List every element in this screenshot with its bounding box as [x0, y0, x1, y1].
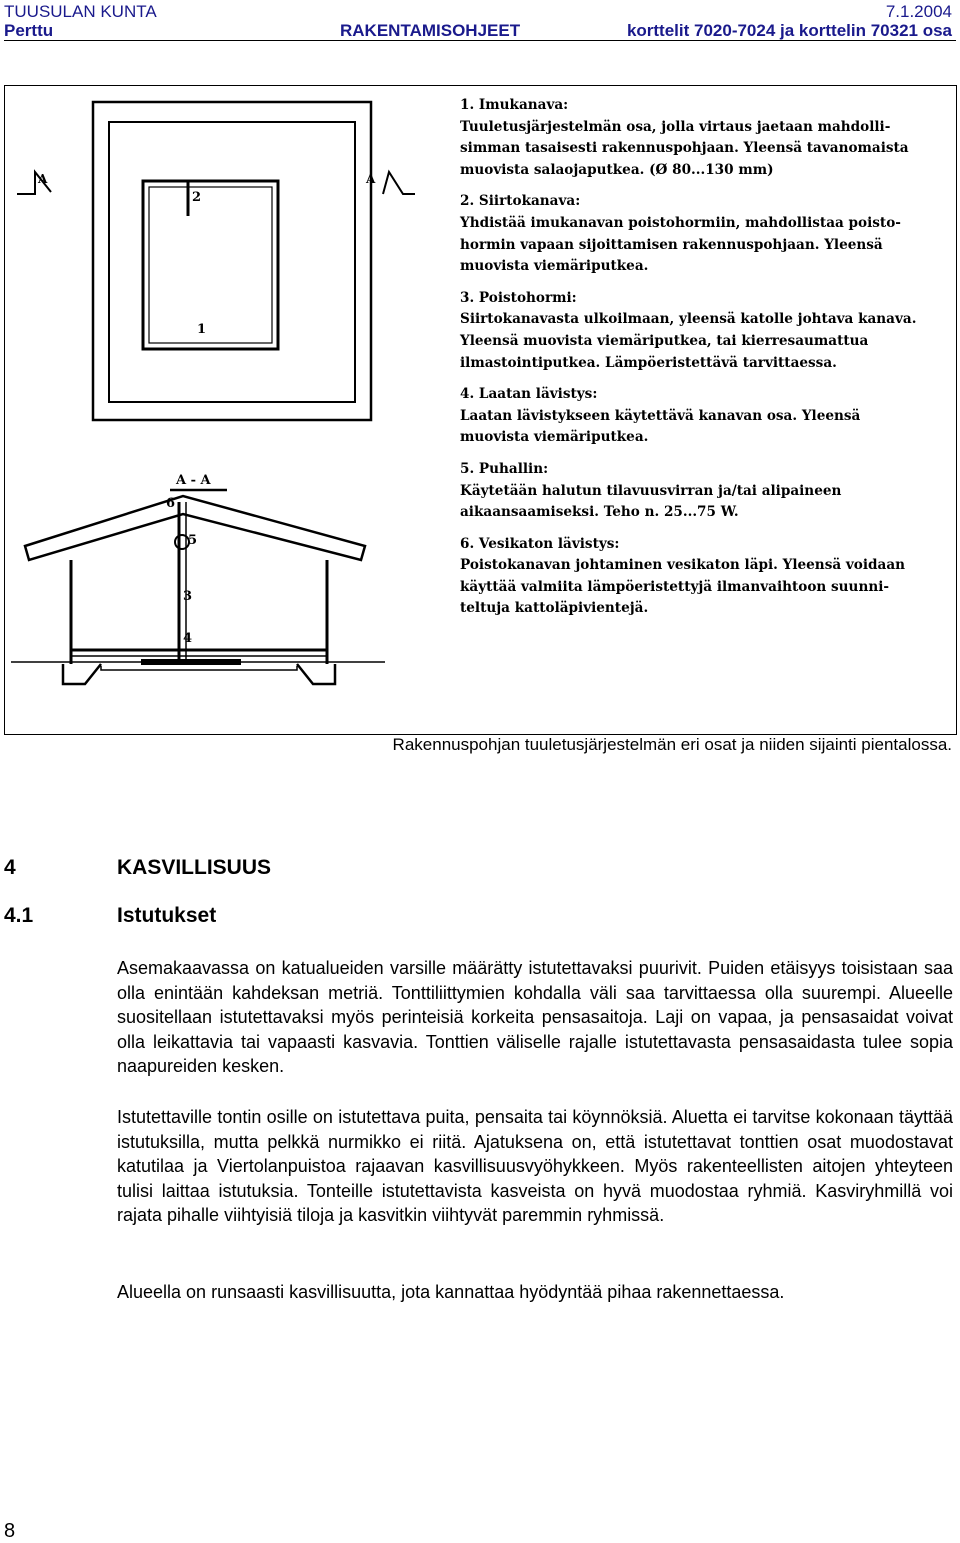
- legend-line: simman tasaisesti rakennuspohjaan. Yleensä tavanomaista: [460, 140, 909, 157]
- legend-item: [460, 191, 940, 277]
- legend-line: Poistokanavan johtaminen vesikaton läpi. Yleensä voidaan: [460, 557, 906, 574]
- section-marker-left: A: [38, 172, 48, 186]
- legend-line: muovista viemäriputkea.: [460, 258, 649, 275]
- legend-item: [460, 288, 940, 374]
- body-paragraph: [117, 1105, 953, 1228]
- page-number: 8: [4, 1520, 16, 1542]
- callout-6: 6: [166, 496, 176, 511]
- legend-line: Tuuletusjärjestelmän osa, jolla virtaus jaetaan mahdolli-: [460, 118, 891, 135]
- paragraph-text: Alueella on runsaasti kasvillisuutta, jota kannattaa hyödyntää pihaa rakennettaessa.: [117, 1282, 785, 1302]
- figure-caption: Rakennuspohjan tuuletusjärjestelmän eri osat ja niiden sijainti pientalossa.: [392, 735, 952, 754]
- legend-item: [460, 534, 940, 620]
- legend-line: teltuja kattoläpivientejä.: [460, 600, 649, 617]
- subsection-number: 4.1: [4, 904, 34, 927]
- figure-legend: [460, 95, 940, 630]
- legend-title: 4. Laatan lävistys:: [460, 386, 598, 403]
- legend-item: [460, 384, 940, 449]
- legend-title: 6. Vesikaton lävistys:: [460, 535, 620, 552]
- paragraph-text: Asemakaavassa on katualueiden varsille määrätty istutettavaksi puurivit. Puiden etäisyys toisistaan saa olla enintään kahdeksan metriä. Tonttiliittymien kohdalla väli saa tarvittaessa olla suurempi. Alueelle suositellaan istutettavaksi myös perinteisiä korkeita pensasaitoja. Laji on vapaa, ja pensasaidat voivat olla leikattavia tai vapaasti kasvavia. Tonttien väliselle rajalle istutettavasta pensasaidasta tulee sopia naapureiden kesken.: [117, 958, 953, 1076]
- legend-line: aikaansaamiseksi. Teho n. 25...75 W.: [460, 504, 739, 521]
- header-scope: korttelit 7020-7024 ja korttelin 70321 osa: [626, 21, 952, 40]
- legend-title: 5. Puhallin:: [460, 460, 549, 477]
- legend-line: Laatan lävistykseen käytettävä kanavan osa. Yleensä: [460, 407, 861, 424]
- legend-title: 2. Siirtokanava:: [460, 193, 581, 210]
- legend-line: hormin vapaan sijoittamisen rakennuspohjaan. Yleensä: [460, 236, 883, 253]
- legend-item: [460, 459, 940, 524]
- legend-line: ilmastointiputkea. Lämpöeristettävä tarvittaessa.: [460, 354, 837, 371]
- header-org: TUUSULAN KUNTA: [4, 2, 157, 21]
- header-rule: [4, 40, 956, 41]
- body-paragraph: [117, 1280, 953, 1305]
- header-doc-type: RAKENTAMISOHJEET: [340, 21, 521, 40]
- legend-line: Käytetään halutun tilavuusvirran ja/tai alipaineen: [460, 482, 842, 499]
- body-paragraph: [117, 956, 953, 1079]
- subsection-title: Istutukset: [117, 904, 217, 927]
- callout-4: 4: [183, 631, 193, 646]
- ventilation-diagram: [5, 86, 455, 706]
- callout-2: 2: [192, 190, 202, 205]
- section-marker-right: A: [366, 172, 376, 186]
- legend-line: muovista viemäriputkea.: [460, 429, 649, 446]
- section-title: KASVILLISUUS: [117, 856, 272, 879]
- legend-title: 1. Imukanava:: [460, 97, 569, 113]
- section-label: A - A: [176, 473, 211, 488]
- legend-line: muovista salaojaputkea. (Ø 80...130 mm): [460, 161, 774, 178]
- paragraph-text: Istutettaville tontin osille on istutettava puita, pensaita tai köynnöksiä. Aluetta ei tarvitse kokonaan täyttää istutuksilla, mutta pelkkä nurmikko ei riitä. Ajatuksena on, että istutettavat tonttien osat muodostavat katutilaa ja Viertolanpuistoa rajaavan kasvillisuusvyöhykkeen. Myös rakenteellisten aitojen yhteyteen tulisi laittaa istutuksia. Tonteille istutettavista kasveista on hyvä muodostaa ryhmiä. Kasviryhmillä voi rajata pihalle viihtyisiä tiloja ja kasvitkin viihtyvät paremmin ryhmissä.: [117, 1107, 953, 1225]
- legend-title: 3. Poistohormi:: [460, 289, 577, 306]
- legend-line: Siirtokanavasta ulkoilmaan, yleensä katolle johtava kanava.: [460, 311, 917, 328]
- header-date: 7.1.2004: [885, 2, 952, 21]
- legend-line: Yhdistää imukanavan poistohormiin, mahdollistaa poisto-: [460, 214, 901, 231]
- callout-3: 3: [183, 589, 193, 604]
- legend-line: käyttää valmiita lämpöeristettyjä ilmanvaihtoon suunni-: [460, 578, 890, 595]
- legend-line: Yleensä muovista viemäriputkea, tai kierresaumattua: [460, 332, 869, 349]
- callout-1: 1: [197, 322, 207, 337]
- legend-item: [460, 95, 940, 181]
- header-author: Perttu: [4, 21, 54, 40]
- section-number: 4: [4, 856, 16, 879]
- callout-5: 5: [188, 533, 198, 548]
